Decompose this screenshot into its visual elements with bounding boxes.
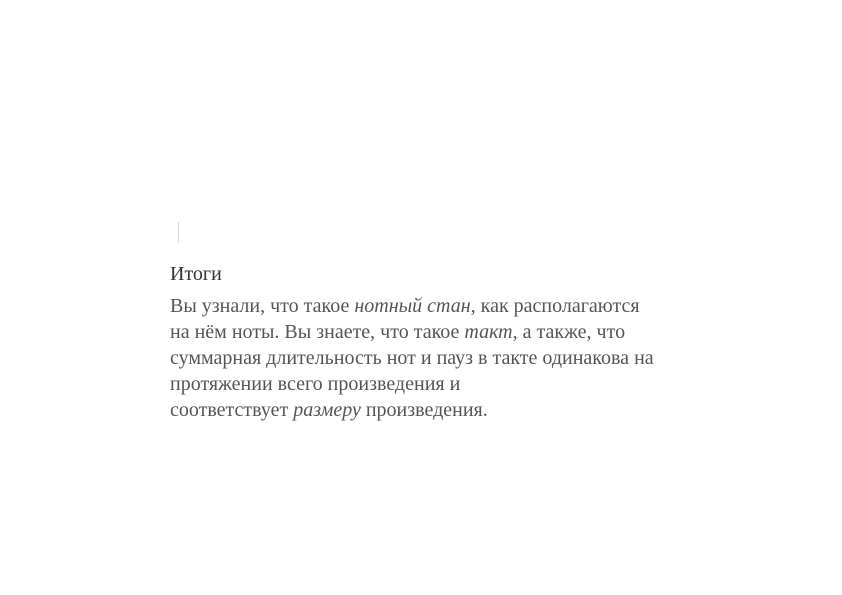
paragraph-line <box>170 319 730 345</box>
paragraph-line <box>170 293 730 319</box>
summary-paragraph <box>170 293 730 423</box>
term-measure: такт <box>464 321 513 343</box>
paragraph-line: протяжении всего произведения и <box>170 373 461 395</box>
text-run: , как располагаются <box>470 295 640 317</box>
paragraph-line <box>170 397 730 423</box>
cursor-marker <box>178 222 179 243</box>
section-heading: Итоги <box>170 263 222 285</box>
term-staff: нотный стан <box>354 295 471 317</box>
paragraph-line: суммарная длительность нот и пауз в такте одинакова на <box>170 347 654 369</box>
text-run: соответствует <box>170 399 294 421</box>
text-run: Вы узнали, что такое <box>170 295 355 317</box>
text-run: , а также, что <box>512 321 626 343</box>
text-run: произведения. <box>360 399 488 421</box>
text-run: на нём ноты. Вы знаете, что такое <box>170 321 465 343</box>
summary-section <box>170 261 730 423</box>
term-time-signature: размеру <box>293 399 361 421</box>
